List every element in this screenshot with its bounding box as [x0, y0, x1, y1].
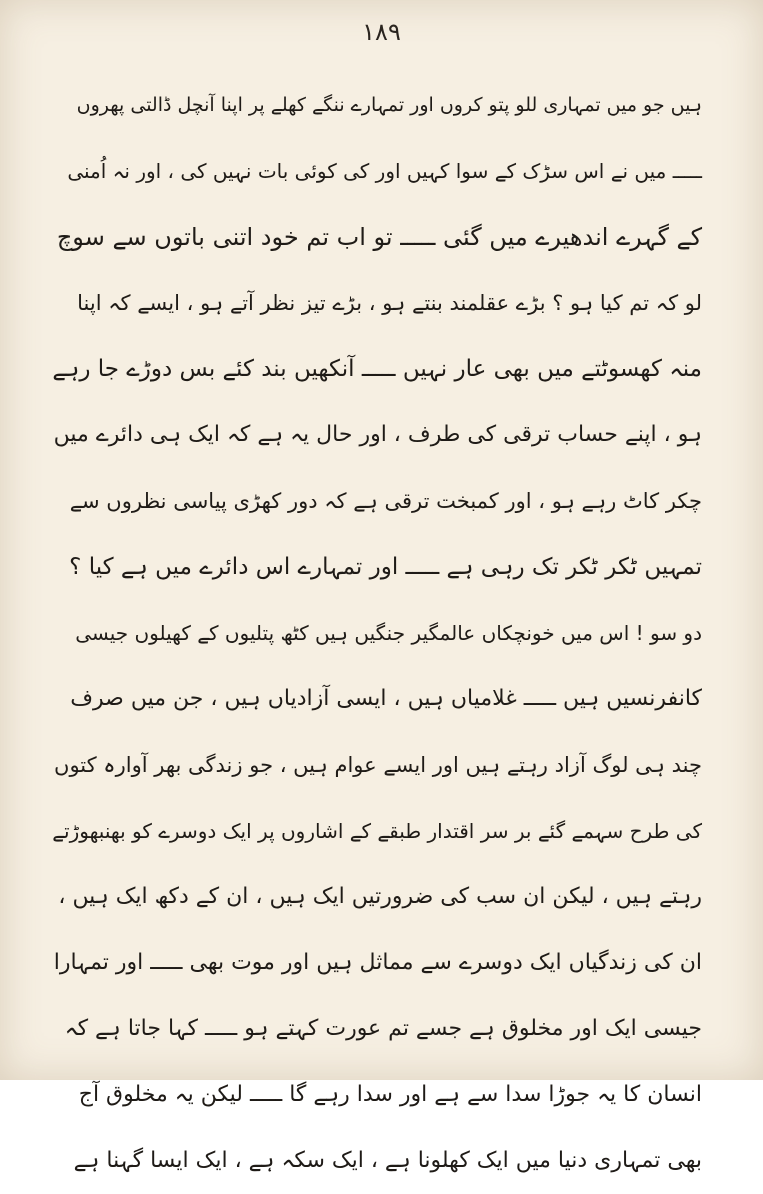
- text-line: بھی تمہاری دنیا میں ایک کھلونا ہے ، ایک سکہ ہے ، ایک ایسا گہنا ہے: [73, 1148, 702, 1173]
- text-line: ـــــ میں نے اس سڑک کے سوا کہیں اور کی کوئی بات نہیں کی ، اور نہ اُمنی: [67, 159, 702, 183]
- text-line: جیسی ایک اور مخلوق ہے جسے تم عورت کہتے ہو ـــــ کہا جاتا ہے کہ: [64, 1016, 702, 1041]
- text-line: ان کی زندگیاں ایک دوسرے سے مماثل ہیں اور موت بھی ـــــ اور تمہارا: [53, 950, 702, 975]
- text-line: ہیں جو میں تمہاری للو پتو کروں اور تمہارے ننگے کھلے پر اپنا آنچل ڈالتی پھروں: [76, 94, 702, 116]
- text-line: رہتے ہیں ، لیکن ان سب کی ضرورتیں ایک ہیں ، ان کے دکھ ایک ہیں ،: [58, 884, 702, 909]
- text-line: لو کہ تم کیا ہو ؟ بڑے عقلمند بنتے ہو ، بڑے تیز نظر آتے ہو ، ایسے کہ اپنا: [77, 291, 702, 315]
- text-line: منہ کھسوٹتے میں بھی عار نہیں ـــــ آنکھیں بند کئے بس دوڑے جا رہے: [52, 356, 702, 382]
- text-line: کے گہرے اندھیرے میں گئی ـــــ تو اب تم خود اتنی باتوں سے سوچ: [56, 223, 702, 251]
- page-number: ١٨٩: [362, 18, 401, 46]
- text-line: چند ہی لوگ آزاد رہتے ہیں اور ایسے عوام ہیں ، جو زندگی بھر آوارہ کتوں: [54, 753, 702, 777]
- text-line: تمہیں ٹکر ٹکر تک رہی ہے ـــــ اور تمہارے اس دائرے میں ہے کیا ؟: [69, 554, 702, 580]
- text-line: کانفرنسیں ہیں ـــــ غلامیاں ہیں ، ایسی آزادیاں ہیں ، جن میں صرف: [70, 686, 702, 711]
- text-line: انسان کا یہ جوڑا سدا سے ہے اور سدا رہے گا ـــــ لیکن یہ مخلوق آج: [78, 1082, 702, 1107]
- body-text: [52, 72, 702, 1194]
- text-line: دو سو ! اس میں خونچکاں عالمگیر جنگیں ہیں کٹھ پتلیوں کے کھیلوں جیسی: [75, 621, 702, 645]
- text-line: ہو ، اپنے حساب ترقی کی طرف ، اور حال یہ ہے کہ ایک ہی دائرے میں: [53, 422, 702, 447]
- text-line: چکر کاٹ رہے ہو ، اور کمبخت ترقی ہے کہ دور کھڑی پیاسی نظروں سے: [69, 489, 702, 513]
- text-line: کی طرح سہمے گئے بر سر اقتدار طبقے کے اشاروں پر ایک دوسرے کو بھنبھوڑتے: [52, 819, 702, 843]
